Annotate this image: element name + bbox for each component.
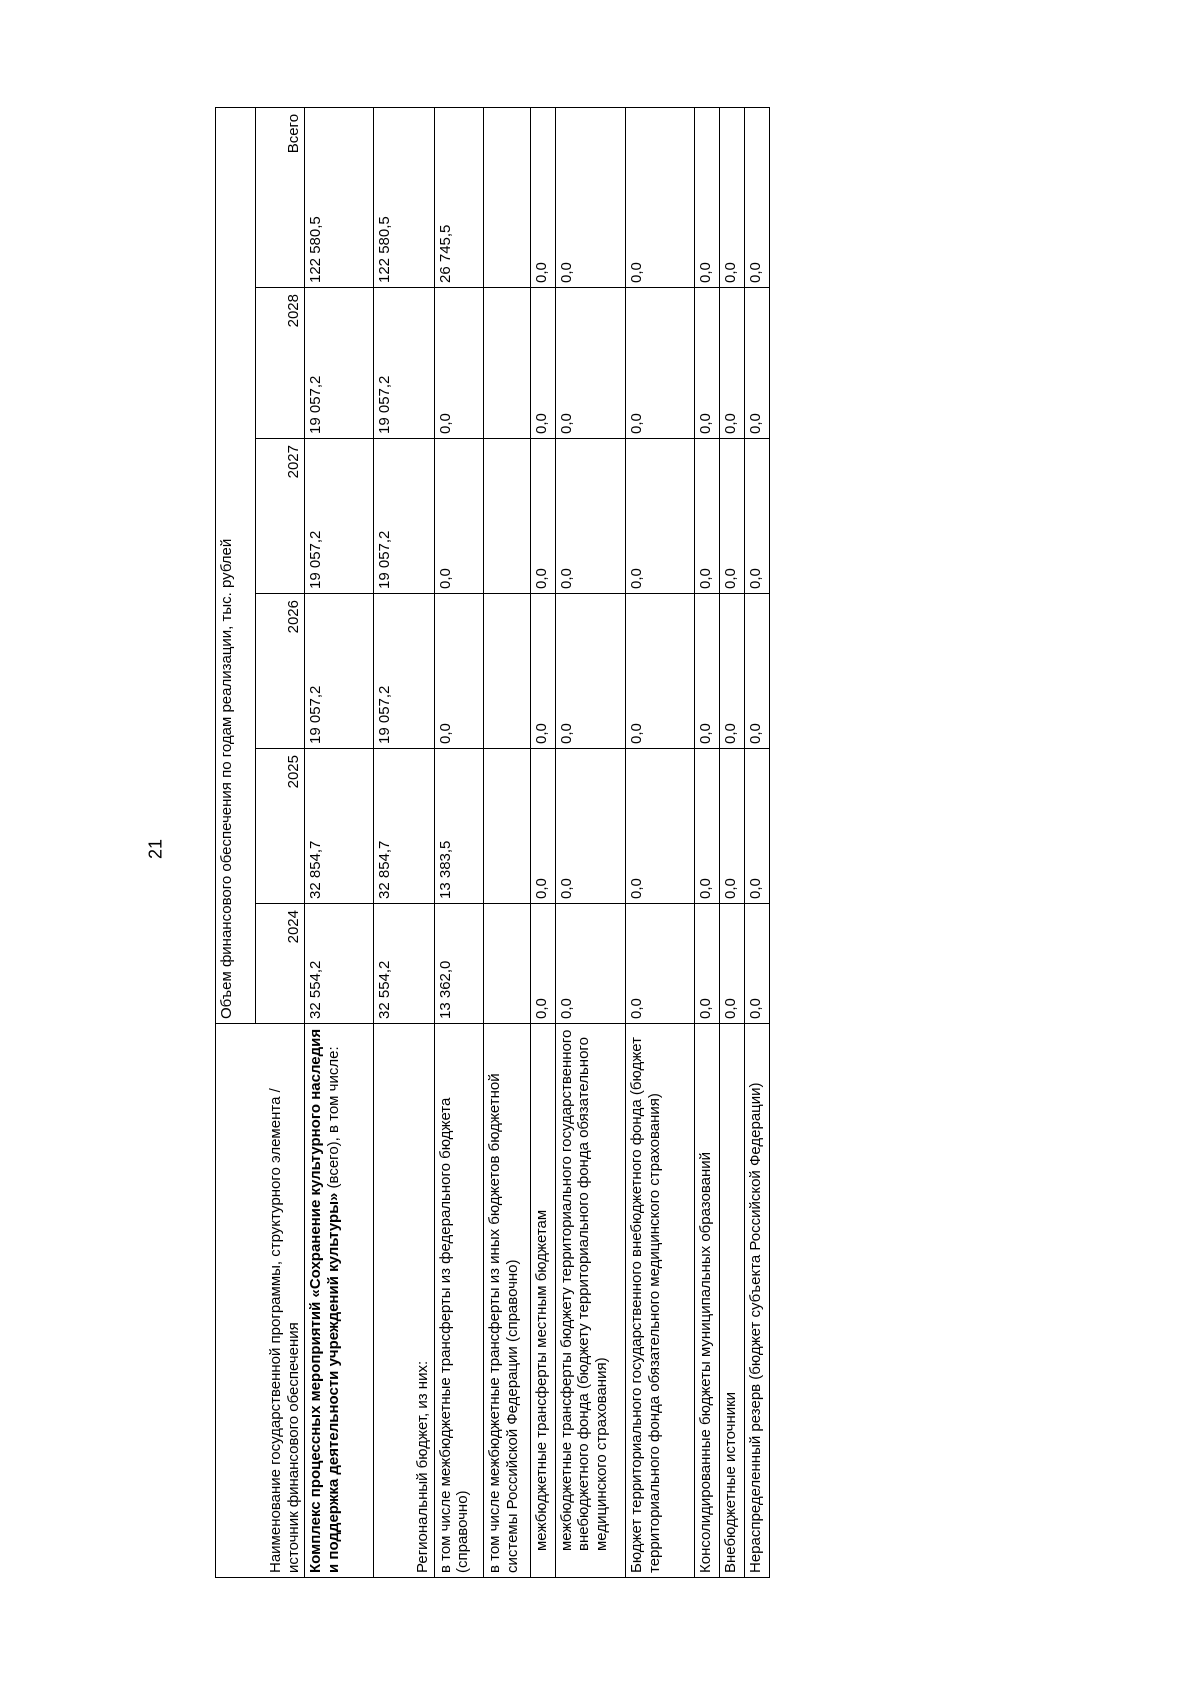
value-cell: 0,0 [530, 594, 555, 749]
value-cell: 19 057,2 [373, 594, 434, 749]
financing-table [215, 107, 770, 1578]
page-number: 21 [145, 838, 166, 860]
value-cell [484, 594, 530, 749]
value-cell: 0,0 [719, 749, 744, 904]
value-cell: 19 057,2 [373, 439, 434, 594]
value-cell-total: 122 580,5 [373, 107, 434, 287]
row-label: Нераспределенный резерв (бюджет субъекта Российской Федерации) [744, 1024, 769, 1578]
value-cell: 19 057,2 [305, 288, 373, 439]
table-row-federal-transfers [434, 107, 484, 1577]
row-label: в том числе межбюджетные трансферты из федерального бюджета (справочно) [434, 1024, 484, 1578]
row-label: Внебюджетные источники [719, 1024, 744, 1578]
value-cell: 32 554,2 [373, 904, 434, 1024]
value-cell: 0,0 [555, 288, 626, 439]
value-cell: 0,0 [719, 288, 744, 439]
value-cell: 0,0 [626, 594, 694, 749]
value-cell: 0,0 [555, 904, 626, 1024]
value-cell: 0,0 [719, 594, 744, 749]
row-label: в том числе межбюджетные трансферты из иных бюджетов бюджетной системы Российской Федерации (справочно) [484, 1024, 530, 1578]
value-cell: 0,0 [434, 288, 484, 439]
value-cell: 0,0 [626, 749, 694, 904]
table-row-other-budget-transfers [484, 107, 530, 1577]
row-label-suffix: (всего), в том числе: [325, 1046, 343, 1193]
value-cell-total: 0,0 [555, 107, 626, 287]
value-cell: 0,0 [694, 439, 719, 594]
table-row-undistributed-reserve [744, 107, 769, 1577]
value-cell: 0,0 [744, 594, 769, 749]
value-cell-total [484, 107, 530, 287]
year-header: 2028 [255, 288, 305, 439]
header-row-top [216, 107, 256, 1577]
value-cell: 19 057,2 [305, 439, 373, 594]
row-label: Региональный бюджет, из них: [373, 1024, 434, 1578]
row-label [305, 1024, 373, 1578]
financing-table-frame [215, 108, 770, 1578]
value-cell: 0,0 [626, 288, 694, 439]
value-cell: 0,0 [434, 439, 484, 594]
value-cell-total: 0,0 [744, 107, 769, 287]
value-cell: 0,0 [694, 749, 719, 904]
value-cell-total: 0,0 [694, 107, 719, 287]
table-row-territorial-fund-budget [626, 107, 694, 1577]
value-cell-total: 26 745,5 [434, 107, 484, 287]
value-cell: 0,0 [719, 904, 744, 1024]
value-cell: 19 057,2 [373, 288, 434, 439]
total-header: Всего [255, 107, 305, 287]
table-row-regional-budget [373, 107, 434, 1577]
value-cell: 32 854,7 [373, 749, 434, 904]
row-label-bold: Комплекс процессных мероприятий «Сохранение культурного наследия и поддержка деятельности учреждений культуры» [307, 1028, 343, 1573]
value-cell: 32 554,2 [305, 904, 373, 1024]
value-cell: 0,0 [555, 439, 626, 594]
value-cell-total: 0,0 [719, 107, 744, 287]
value-cell-total: 122 580,5 [305, 107, 373, 287]
value-cell: 0,0 [530, 439, 555, 594]
row-label: межбюджетные трансферты бюджету территориального государственного внебюджетного фонда (бюджету территориального фонда обязательного медицинского страхования) [555, 1024, 626, 1578]
value-cell: 19 057,2 [305, 594, 373, 749]
value-cell: 0,0 [530, 749, 555, 904]
year-header: 2026 [255, 594, 305, 749]
value-cell-total: 0,0 [626, 107, 694, 287]
table-row-program-total [305, 107, 373, 1577]
value-cell: 13 362,0 [434, 904, 484, 1024]
header-volume-cell: Объем финансового обеспечения по годам реализации, тыс. рублей [216, 107, 256, 1023]
value-cell: 13 383,5 [434, 749, 484, 904]
value-cell [484, 749, 530, 904]
value-cell [484, 439, 530, 594]
value-cell: 0,0 [530, 904, 555, 1024]
year-header: 2027 [255, 439, 305, 594]
value-cell-total: 0,0 [530, 107, 555, 287]
value-cell: 0,0 [744, 749, 769, 904]
year-header: 2025 [255, 749, 305, 904]
value-cell: 0,0 [694, 288, 719, 439]
table-row-local-transfers [530, 107, 555, 1577]
value-cell: 0,0 [626, 439, 694, 594]
row-label: Консолидированные бюджеты муниципальных образований [694, 1024, 719, 1578]
table-row-territorial-fund-transfers [555, 107, 626, 1577]
value-cell: 0,0 [744, 904, 769, 1024]
value-cell: 0,0 [530, 288, 555, 439]
value-cell: 0,0 [694, 904, 719, 1024]
value-cell: 0,0 [694, 594, 719, 749]
value-cell: 0,0 [555, 594, 626, 749]
row-label: межбюджетные трансферты местным бюджетам [530, 1024, 555, 1578]
table-row-extrabudgetary [719, 107, 744, 1577]
value-cell: 0,0 [434, 594, 484, 749]
value-cell: 0,0 [744, 439, 769, 594]
value-cell: 32 854,7 [305, 749, 373, 904]
value-cell: 0,0 [719, 439, 744, 594]
table-row-municipal-budgets [694, 107, 719, 1577]
value-cell: 0,0 [744, 288, 769, 439]
value-cell: 0,0 [626, 904, 694, 1024]
value-cell [484, 904, 530, 1024]
value-cell: 0,0 [555, 749, 626, 904]
year-header: 2024 [255, 904, 305, 1024]
row-label: Бюджет территориального государственного внебюджетного фонда (бюджет территориального фонда обязательного медицинского страхования) [626, 1024, 694, 1578]
rotated-table-container [215, 108, 770, 1578]
value-cell [484, 288, 530, 439]
header-name-cell: Наименование государственной программы, структурного элемента / источник финансового обеспечения [216, 1024, 305, 1578]
